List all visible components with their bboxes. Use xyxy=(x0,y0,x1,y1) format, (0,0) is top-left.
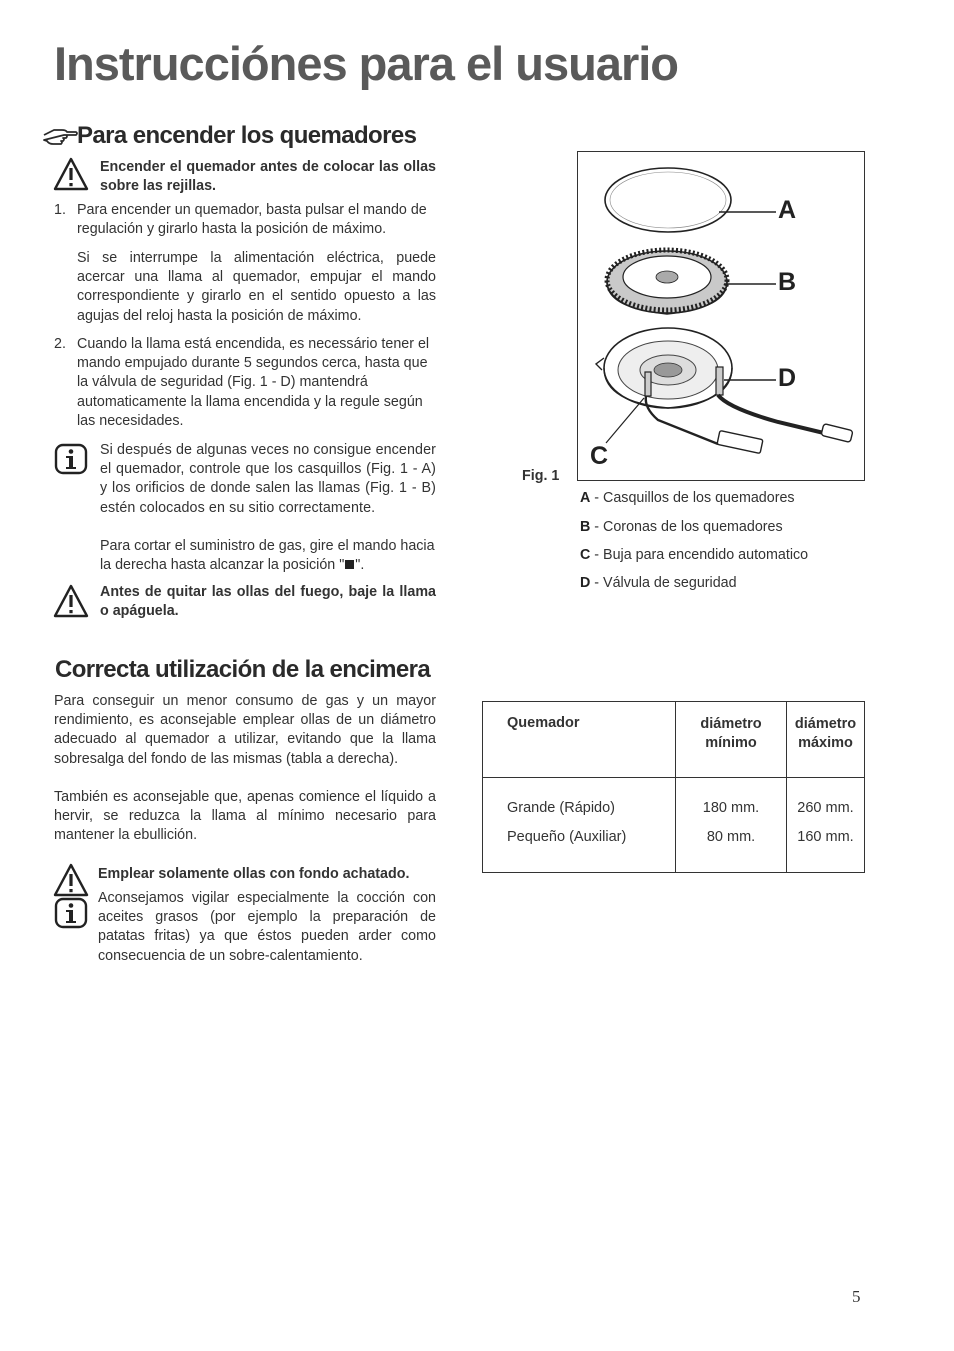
section-heading-utilizacion: Correcta utilización de la encimera xyxy=(55,656,431,683)
info-text-1b-start: Para cortar el suministro de gas, gire el mando hacia la derecha hasta alcanzar la posición " xyxy=(100,538,435,574)
info-icon xyxy=(53,441,89,477)
table-header-cell: diámetro máximo xyxy=(787,702,865,778)
figure-label-d: D xyxy=(778,364,797,392)
warning-triangle-icon xyxy=(53,583,89,619)
table-body xyxy=(483,778,865,873)
stop-square-icon xyxy=(345,560,354,569)
warning-triangle-icon xyxy=(53,862,89,898)
info-text-2: Aconsejamos vigilar especialmente la cocción con aceites grasos (por ejemplo la preparación de patatas fritas) ya que éstos pueden arder como consecuencia de un sobre-calentamiento. xyxy=(98,890,436,964)
step-2-text: Cuando la llama está encendida, es necessário tener el mando empujado durante 5 segundos cerca, hasta que la válvula de seguridad (Fig. 1 - D) mantendrá automaticamente la llama encendida y la regule según las necesidades. xyxy=(77,336,430,429)
info-icon xyxy=(53,895,89,931)
step-1 xyxy=(54,201,436,239)
step-1-text: Para encender un quemador, basta pulsar el mando de regulación y girarlo hasta la posición de máximo. xyxy=(77,202,427,238)
figure-1 xyxy=(577,151,865,481)
pointing-hand-icon xyxy=(42,124,78,150)
warning-triangle-icon xyxy=(53,156,89,192)
table-cell-max: 260 mm. 160 mm. xyxy=(787,778,865,873)
table-header-row xyxy=(483,702,865,778)
step-1-number: 1. xyxy=(54,202,66,218)
step-2 xyxy=(54,335,436,431)
figure-label-b: B xyxy=(778,268,797,296)
warning-text-1: Encender el quemador antes de colocar las ollas sobre las rejillas. xyxy=(100,159,436,195)
usage-paragraph-1: Para conseguir un menor consumo de gas y un mayor rendimiento, es aconsejable emplear ollas de un diámetro adecuado al quemador a utilizar, evitando que la llama sobresalga del fondo de las mismas (tabla a derecha). xyxy=(54,693,436,767)
legend-item-c: C - Buja para encendido automatico xyxy=(580,547,809,563)
info-text-1: Si después de algunas veces no consigue encender el quemador, controle que los casquillos (Fig. 1 - A) y los orificios de donde salen las llamas (Fig. 1 - B) estén colocados en su sitio correctamente. xyxy=(100,442,436,516)
table-cell-min: 180 mm. 80 mm. xyxy=(676,778,787,873)
figure-caption: Fig. 1 xyxy=(522,468,560,484)
info-text-1b-end: ". xyxy=(355,557,365,574)
step-2-number: 2. xyxy=(54,336,66,352)
legend-item-a: A - Casquillos de los quemadores xyxy=(580,490,795,506)
warning-text-2: Antes de quitar las ollas del fuego, baje la llama o apáguela. xyxy=(100,584,436,620)
page-number: 5 xyxy=(852,1287,861,1306)
table-header-cell: diámetro mínimo xyxy=(676,702,787,778)
legend-item-d: D - Válvula de seguridad xyxy=(580,575,737,591)
burner-diagram xyxy=(578,152,864,480)
table-header-cell: Quemador xyxy=(483,702,676,778)
burner-diameter-table xyxy=(482,701,865,873)
section-heading-encender: Para encender los quemadores xyxy=(77,122,417,149)
figure-label-c: C xyxy=(590,442,609,470)
info-text-1b xyxy=(100,537,436,575)
table-cell-burner: Grande (Rápido) Pequeño (Auxiliar) xyxy=(483,778,676,873)
page-title: Instrucciónes para el usuario xyxy=(54,37,678,90)
usage-paragraph-2: También es aconsejable que, apenas comience el líquido a hervir, se reduzca la llama al mínimo necesario para mantener la ebullición. xyxy=(54,789,436,844)
figure-label-a: A xyxy=(778,196,797,224)
legend-item-b: B - Coronas de los quemadores xyxy=(580,519,783,535)
warning-text-3: Emplear solamente ollas con fondo achatado. xyxy=(98,866,410,882)
step-1-paragraph-2: Si se interrumpe la alimentación eléctrica, puede acercar una llama al quemador, empujar el mando correspondiente y girarlo en el sentido opuesto a las agujas del reloj hasta la posición de máximo. xyxy=(77,250,436,324)
